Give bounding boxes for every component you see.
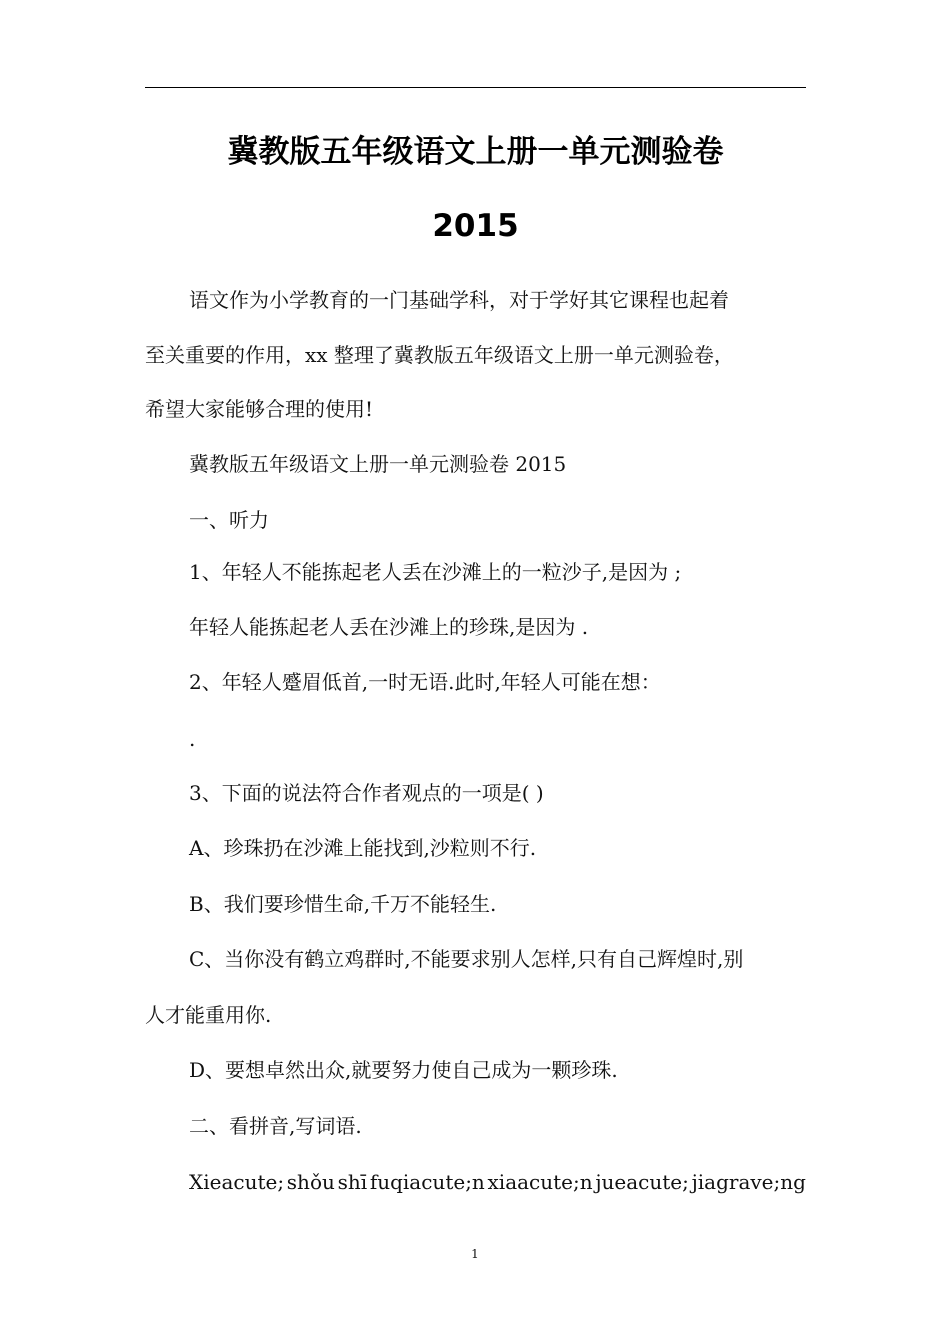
pinyin-word: Xieacute; [189, 1170, 285, 1194]
question-2-blank: . [189, 727, 196, 751]
pinyin-row [189, 1168, 806, 1196]
pinyin-word: jueacute; [595, 1170, 689, 1194]
subtitle: 冀教版五年级语文上册一单元测验卷 2015 [189, 452, 567, 476]
question-3: 3、下面的说法符合作者观点的一项是( ) [189, 781, 544, 805]
question-1b: 年轻人能拣起老人丢在沙滩上的珍珠,是因为 . [189, 615, 589, 639]
header-rule [145, 87, 806, 88]
question-1a: 1、年轻人不能拣起老人丢在沙滩上的一粒沙子,是因为 ; [189, 560, 682, 584]
option-c-line-1: C、当你没有鹤立鸡群时,不能要求别人怎样,只有自己辉煌时,别 [189, 947, 744, 971]
intro-paragraph-line-2: 至关重要的作用，xx 整理了冀教版五年级语文上册一单元测验卷， [145, 343, 734, 367]
section-heading-pinyin: 二、看拼音,写词语. [189, 1114, 362, 1138]
option-c-line-2: 人才能重用你. [145, 1003, 272, 1027]
pinyin-word: fuqiacute;n [369, 1170, 485, 1194]
pinyin-word: jiagrave;ng [691, 1170, 806, 1194]
section-heading-listening: 一、听力 [189, 508, 269, 532]
document-title-year: 2015 [432, 208, 519, 244]
pinyin-word: shī [337, 1170, 368, 1194]
pinyin-word: xiaacute;n [487, 1170, 593, 1194]
option-d: D、要想卓然出众,就要努力使自己成为一颗珍珠. [189, 1058, 618, 1082]
pinyin-word: shǒu [286, 1170, 335, 1194]
option-a: A、珍珠扔在沙滩上能找到,沙粒则不行. [189, 836, 537, 860]
question-2: 2、年轻人蹙眉低首,一时无语.此时,年轻人可能在想： [189, 670, 661, 694]
option-b: B、我们要珍惜生命,千万不能轻生. [189, 892, 497, 916]
page-number: 1 [471, 1247, 479, 1261]
document-title: 冀教版五年级语文上册一单元测验卷 [227, 134, 724, 170]
intro-paragraph-line-1: 语文作为小学教育的一门基础学科，对于学好其它课程也起着 [189, 288, 729, 312]
intro-paragraph-line-3: 希望大家能够合理的使用! [145, 397, 374, 421]
